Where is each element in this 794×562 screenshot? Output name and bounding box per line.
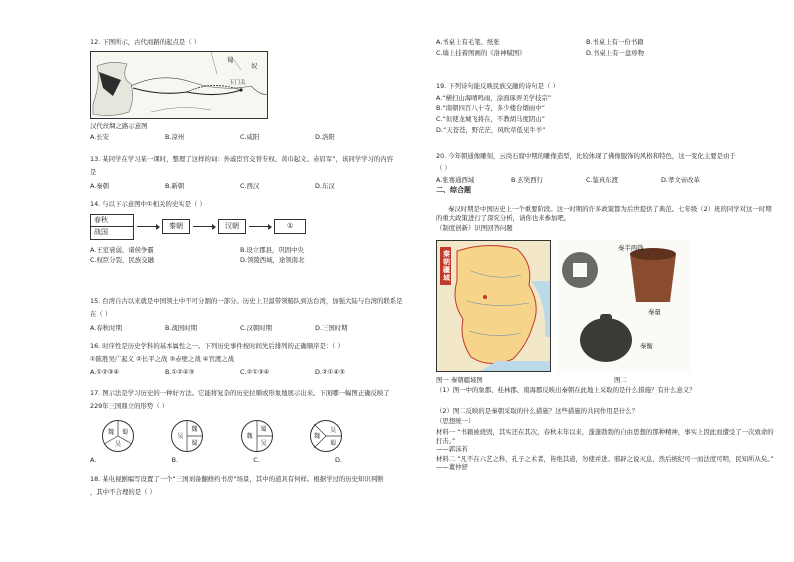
q17-stem-2: 229年三国鼎立的形势（ ） [90,401,169,410]
measure-label: 秦量 [648,308,661,316]
question-18 [90,475,390,496]
question-12 [90,38,390,142]
pie-diagram-a[interactable]: 吴 魏 蜀 [102,420,134,452]
option-d[interactable]: D.孝文帝改革 [661,176,700,185]
option-d[interactable]: D. [335,456,342,465]
coin-label: 秦半两钱 [618,244,644,252]
option-d[interactable]: D.书桌上有一盘珍物 [586,48,645,57]
question-14 [90,200,390,265]
flow-han: 汉朝 [218,219,246,234]
figure-2-caption: 图二 [614,376,627,384]
option-a[interactable]: A. [90,456,97,465]
flow-box-period [90,214,134,240]
q21-ask-2: （2）图二反映的是秦朝采取的什么措施？这些措施的共同作用是什么？ [436,406,639,415]
material-2-author: ——董仲舒 [436,463,468,472]
map-caption: 汉代丝绸之路示意图 [90,121,148,130]
q21-sub-questions [436,386,776,472]
option-c[interactable]: C.②①③④ [240,368,270,377]
q15-stem-1: 15. 台湾自古以来就是中国领土中不可分割的一部分。历史上卫温带领船队到达台湾，加强大陆与台湾的联系是 [90,297,403,305]
q18-options [436,38,736,57]
option-b[interactable]: B.玄奘西行 [511,176,543,185]
q15-stem-2: 在（ ） [90,309,112,318]
figure-1-caption: 图一 秦朝疆域图 [436,376,483,384]
q14-stem: 14. 与以下示意图中①相关的史实是（ ） [90,200,206,208]
q13-options [90,182,390,191]
artifacts-drawing [558,240,690,372]
question-17 [90,389,390,465]
q20-options [436,176,736,185]
q18-stem-2: ，其中不合理的是（ ） [90,487,156,496]
material-1: 材料一 “书籍被烧毁，其实还在其次，春秋末年以来，蓬蓬勃勃的自由思想的那种精神，事实上因此而遭受了一次致命的打击。” [436,427,774,445]
q12-options [90,133,390,142]
pie-diagram-b[interactable]: 吴 魏 蜀 [171,420,203,452]
material-2: 材料二 “凡不在六艺之科，孔子之术者，皆绝其道，勿使并进。邪辟之说灭息，然后统纪可一而法度可明，民知所从矣。” [436,454,774,463]
silk-road-map [90,51,268,119]
question-20 [436,152,776,185]
material-1-author: ——郭沫若 [436,445,468,454]
option-b[interactable]: B.书桌上有一份书籍 [586,38,644,46]
qin-artifacts-photo [558,240,690,372]
option-a[interactable]: A.张骞通西域 [436,176,475,185]
q21-intro: 秦汉时期是中国历史上一个重要阶段。这一时期的许多政策都为后世提供了典范。七年级（2）班的同学对这一时期的重大政策进行了深究分析，请你也来参加吧。 [436,205,772,222]
q21-sub-heading-1: （制度创新）识图回答问题 [436,224,513,233]
option-c[interactable]: C.“但使龙城飞将在，不教胡马度阴山” [436,114,545,123]
arrow-icon [193,226,215,227]
weight-label: 秦衡 [640,342,653,350]
flow-warring-states: 战国 [94,228,108,237]
arrow-icon [137,226,159,227]
flow-spring-autumn: 春秋 [91,215,133,227]
option-c[interactable]: C. [253,456,260,465]
question-15 [90,297,403,333]
option-b[interactable]: B. [171,456,178,465]
pie-diagram-d[interactable]: 魏 吴 蜀 [310,420,342,452]
option-d[interactable]: D.领陵西域，途领南北 [240,256,305,265]
qin-territory-map [436,240,551,372]
q17-pies [102,420,342,452]
option-d[interactable]: D.“天苍苍，野茫茫，风吹草低见牛羊” [436,125,546,134]
q21-ask-1: （1）图一中的象郡、桂林郡、南海郡反映出秦朝在此地上采取的是什么措施？有什么意义？ [436,386,696,394]
q20-stem-1: 20. 今年朝通像雕刻，云岗石窟中期的雕像造型，比较体现了佛像服饰的风格和特色，这一变化主要是由于 [436,152,736,160]
question-21 [436,205,776,233]
option-a[interactable]: A.秦朝 [90,182,110,191]
question-16 [90,342,390,377]
q16-stem-1: 16. 时序性是历史学科的基本属性之一。下列历史事件按时间先后排列的正确顺序是：（ ） [90,342,344,350]
option-c[interactable]: C.鉴真东渡 [586,176,619,185]
map-label: 玉门关 [229,79,246,86]
flow-blank: ① [274,219,306,234]
option-d[interactable]: D.三国时期 [315,324,348,333]
q13-stem-2: 是 [90,167,97,176]
q12-stem: 12. 下图所示，古代商路的起点是（ ） [90,38,201,46]
option-b[interactable]: B.设立郡县，巩固中央 [240,245,304,254]
qin-map-drawing [437,241,551,372]
option-a[interactable]: A.①②③④ [90,368,120,377]
q13-stem-1: 13. 某同学在学习某一课时，整理了这样的词：外戚宦官交替专权、黄巾起义、赤眉军”，该同学学习的内容 [90,155,394,163]
question-13 [90,155,394,191]
q14-flow [90,214,390,240]
section-heading: 二、综合题 [436,186,471,194]
option-b[interactable]: B.①②④③ [165,368,195,377]
q17-option-letters [90,456,342,465]
q16-options [90,368,390,377]
q14-options [90,246,390,265]
q17-stem-1: 17. 图示法是学习历史的一种好方法。它能将复杂的历史拉顺或形象地展示出来。下面哪一幅图正确反映了 [90,389,390,397]
qin-map-title: 秦朝疆域 [440,247,451,285]
option-a[interactable]: A.王室衰弱，诸侯争霸 [90,245,154,254]
pie-diagram-c[interactable]: 魏 蜀 吴 [241,420,273,452]
option-d[interactable]: D.②①④③ [315,368,345,377]
option-a[interactable]: A.“横扫山海晴鸣雨，涂面琢弄美学技宗” [436,93,552,102]
option-b[interactable]: B.新朝 [165,182,185,191]
flow-qin: 秦朝 [162,219,190,234]
option-b[interactable]: B.凉州 [165,133,185,142]
option-c[interactable]: C.权臣分裂，民族交融 [90,256,155,265]
question-19 [436,82,736,134]
option-c[interactable]: C.西汉 [240,182,260,191]
q21-sub-heading-2: （思想统一） [436,417,475,426]
map-label: 匈 [227,55,234,64]
option-d[interactable]: D.东汉 [315,182,335,191]
option-a[interactable]: A.书桌上有毛笔、纸张 [436,38,500,46]
q19-stem: 19. 下列诗句能反映民族交融的诗句是（ ） [436,82,559,90]
option-d[interactable]: D.洛阳 [315,133,335,142]
q16-stem-2: ①陈胜吴广起义 ②长平之战 ③赤壁之战 ④官渡之战 [90,354,235,363]
q18-stem-1: 18. 某电视剧编写设置了一个“三国刘备翻修约书房”场景，其中的道具有何样。根据学过的历史知识判断 [90,475,384,483]
option-c[interactable]: C.墙上挂着图画的《洛神赋图》 [436,48,526,57]
option-a[interactable]: A.长安 [90,133,110,142]
option-b[interactable]: B.战国时期 [165,324,197,333]
q15-options [90,324,390,333]
map-label: 奴 [251,61,258,70]
option-a[interactable]: A.春秋时期 [90,324,122,333]
option-c[interactable]: C.咸阳 [240,133,260,142]
q20-stem-2: （ ） [436,163,451,172]
option-c[interactable]: C.汉朝时期 [240,324,273,333]
arrow-icon [249,226,271,227]
option-b[interactable]: B.“南朝四百八十寺，多少楼台烟雨中” [436,104,545,113]
